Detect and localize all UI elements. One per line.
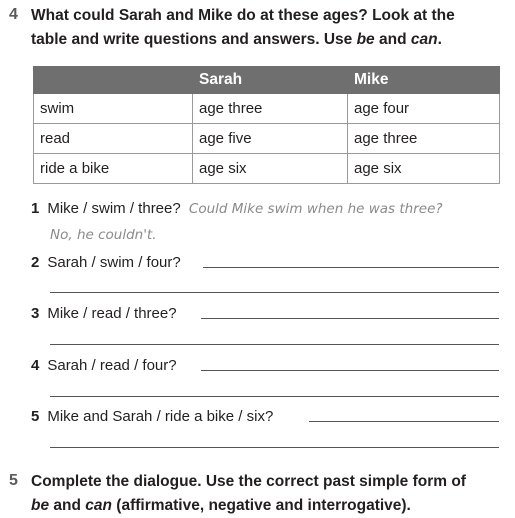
table-cell-sarah: age five	[193, 124, 348, 154]
table-row	[34, 94, 500, 124]
question-prompt: Sarah / read / four?	[47, 357, 177, 374]
answer-line[interactable]	[201, 370, 499, 371]
question-4	[31, 357, 177, 374]
example-answer-question: Could Mike swim when he was three?	[188, 201, 443, 217]
table-cell-mike: age three	[348, 124, 500, 154]
instruction-line-2: be and can (affirmative, negative and interrogative).	[31, 497, 411, 514]
example-answer-reply: No, he couldn't.	[50, 227, 157, 243]
question-prompt: Sarah / swim / four?	[47, 254, 181, 271]
table-header-sarah: Sarah	[193, 67, 348, 94]
question-1	[31, 200, 443, 217]
question-number: 1	[31, 200, 40, 217]
instruction-line-2: table and write questions and answers. Use be and can.	[31, 31, 442, 48]
table-cell-mike: age four	[348, 94, 500, 124]
answer-line[interactable]	[50, 447, 499, 448]
answer-line[interactable]	[309, 421, 499, 422]
question-number: 3	[31, 305, 40, 322]
table-row	[34, 154, 500, 184]
answer-line[interactable]	[201, 318, 499, 319]
question-number: 4	[31, 357, 40, 374]
question-prompt: Mike / read / three?	[47, 305, 177, 322]
instruction-line-1: What could Sarah and Mike do at these ages? Look at the	[31, 7, 455, 24]
table-cell-activity: ride a bike	[34, 154, 193, 184]
table-cell-sarah: age three	[193, 94, 348, 124]
question-prompt: Mike / swim / three?	[47, 200, 181, 217]
instruction-line-1: Complete the dialogue. Use the correct past simple form of	[31, 473, 466, 490]
table-cell-activity: swim	[34, 94, 193, 124]
exercise-4-instructions	[31, 4, 455, 52]
question-number: 2	[31, 254, 40, 271]
table-cell-activity: read	[34, 124, 193, 154]
question-5	[31, 408, 273, 425]
table-header-blank	[34, 67, 193, 94]
question-3	[31, 305, 177, 322]
answer-line[interactable]	[50, 292, 499, 293]
exercise-4-number: 4	[9, 6, 18, 23]
table-cell-mike: age six	[348, 154, 500, 184]
exercise-5-number: 5	[9, 472, 18, 489]
answer-line[interactable]	[50, 396, 499, 397]
answer-line[interactable]	[203, 267, 499, 268]
table-row	[34, 124, 500, 154]
table-header-mike: Mike	[348, 67, 500, 94]
answer-line[interactable]	[50, 344, 499, 345]
question-2	[31, 254, 181, 271]
question-prompt: Mike and Sarah / ride a bike / six?	[47, 408, 274, 425]
table-header-row	[34, 67, 500, 94]
ages-table	[33, 66, 500, 184]
question-number: 5	[31, 408, 40, 425]
table-cell-sarah: age six	[193, 154, 348, 184]
exercise-5-instructions	[31, 470, 466, 518]
